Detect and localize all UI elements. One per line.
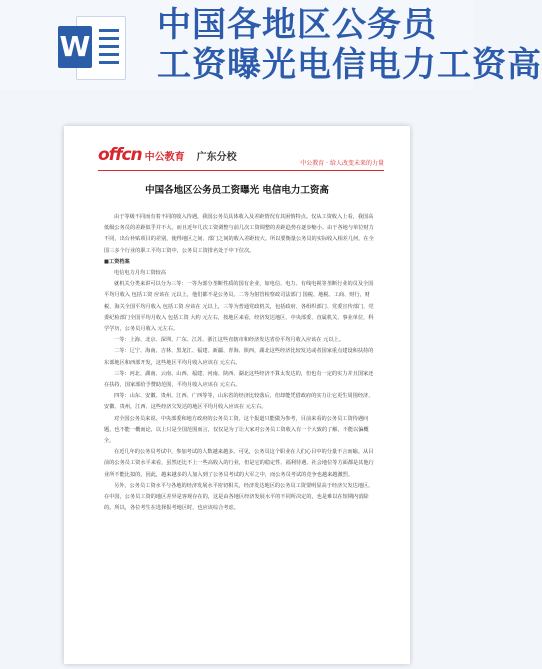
word-document-icon bbox=[58, 16, 124, 78]
paragraph: 一等：上海、北京、深圳、广东、江苏、浙江这些直辖市和经济发达省份平均月收入应该在 元以上。 bbox=[114, 337, 344, 344]
brand-logo bbox=[98, 146, 237, 164]
paragraph: 三等：河北、湖南、云南、山西、福建、河南、陕西、湖北这些经济不算太发达的，但也有一定的实力并且国家还在扶持，国家部给予赞助范围，平均月收入应该在 元左右。 bbox=[104, 370, 374, 389]
branch-name: 广东分校 bbox=[196, 151, 237, 163]
slogan: 中公教育 · 给人改变未来的力量 bbox=[300, 160, 384, 167]
page-fade bbox=[64, 624, 410, 664]
header bbox=[0, 0, 542, 90]
brand-wordmark: offcn bbox=[98, 145, 142, 165]
paragraph: 由于等级不同而有着不同的收入待遇。我国公务员具体收入及差距情况有其困惰特点。仅从工资收入上看，我国高低级公务员的差距似乎并不大。而且近年几次工资调整与前几次工资调整的差距趋势在逐步缩小。由于各地与单位财力不同，出台补贴项目的差别，使得地区之间、部门之间的收入差距较大。所以要衡量公务员的实际收入相差几何，在全国三多个行业的职工平均工资中，公务员工资排名处于中下位次。 bbox=[104, 214, 374, 254]
paragraph: 对全国公务员来说，中央部委和地方政府的公务员工资，这个报道只能做为参考，目前来看的公务员工资待遇问题，也不能一概而论，以上只是全国范围而言，仅仅是为了让大家对公务员工资收入有一个大致的了解，不能以偏概全。 bbox=[104, 415, 369, 445]
brand-cn: 中公教育 bbox=[144, 151, 185, 163]
word-badge: W bbox=[58, 26, 92, 68]
document-page bbox=[64, 126, 410, 664]
paragraph: 另外，公务员工资水平与各地的经济发展水平密切相关，经济发达地区的公务员工资要明显高于经济欠发达地区。在中国，公务员工资的地区差异是客观存在的，这是由各地区经济发展水平的不同所决定的，也是难以在短期内消除的。所以，各位考生在选择报考地区时，也应该综合考虑。 bbox=[104, 482, 374, 512]
paragraph: 就机关分类来讲可以分为三等：一等为部分垄断性质的国有企业，如电信、电力、有线电视等垄断行业的员及全国平均月收入 包括工资 应该在 元以上，他们都不是公务员。二等为射管检察政司法部门 国税、地税、工商、财行，财税、海关全国平均月收入 包括工资 应该在 元以上，三等为普通党政机关，包括政府、各组织部门、党委宣传部门、党委纪检部门全国平均月收入 包括工资 大约 元左右，按地区来看，经济发达地区、中央部委、直属机关、事业单位，科学学历，公务员月收入 元左右。 bbox=[104, 281, 374, 333]
page-title-line1: 中国各地区公务员 bbox=[157, 5, 437, 45]
paragraph: 二等：辽宁、海南、吉林、黑龙江、福建、新疆、青海、陕西，湖北这些经济比较发达或者国家重点建设和扶持的东部地区和西部开发，这些地区平均月收入应该在 元左右。 bbox=[104, 348, 374, 366]
document-body bbox=[104, 212, 376, 514]
document-title: 中国各地区公务员工资曝光 电信电力工资高 bbox=[145, 185, 329, 196]
paragraph: 在近几年的公务员考试中，参加考试的人数越来越多。可见，公务员这个职业在人们心目中的分量不言而喻。从目前的公务员工资水平来看，虽然还比不上一些高收入的行业，但是它的稳定性、福利待遇、社会地位等方面都是其他行业所不能比拟的。因此，越来越多的人加入到了公务员考试的大军之中，而公务员考试的竞争也越来越激烈。 bbox=[104, 449, 374, 478]
paragraph: 电信电力月均工资较高 bbox=[114, 270, 166, 277]
paragraph: 四等：山东、安徽、贵州、江西、广西等等，山东省的经济比较落后，但却能凭借政府的实力让它更生周围经济，安徽、贵州，江西、这些经济欠发达的地区平均月收入应该在 元左右。 bbox=[104, 393, 374, 411]
section-heading: ■工资档案 bbox=[104, 258, 130, 265]
header-rule bbox=[98, 170, 384, 171]
page-title-line2: 工资曝光电信电力工资高 bbox=[157, 45, 542, 85]
